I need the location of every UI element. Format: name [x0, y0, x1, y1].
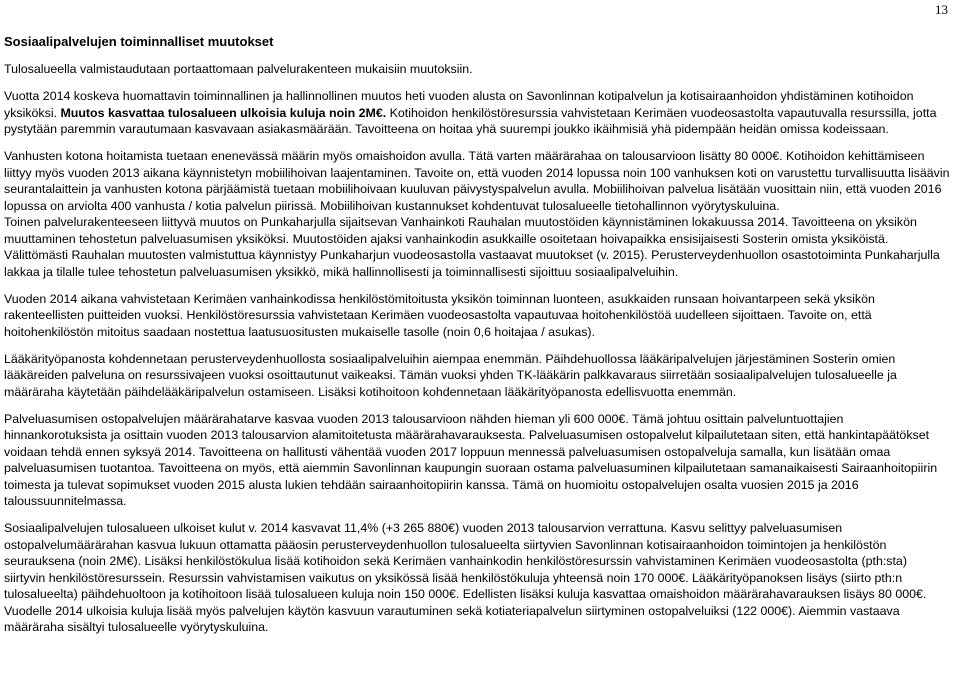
paragraph-rauhala: Toinen palvelurakenteeseen liittyvä muutos on Punkaharjulla sijaitsevan Vanhainkoti Rauhalan muutostöiden käynnistäminen lokakuussa 2014. Tavoitteena on yksikön muuttaminen tehostetun palveluasumisen yksiköksi. Muutostöiden ajaksi vanhainkodin asukkaille osoitetaan hoivapaikka ensisijaisesti Sosterin omista yksiköistä. Välittömästi Rauhalan muutosten valmistuttua käynnistyy Punkaharjun vuodeosastolla vastaavat muutokset (v. 2015). Perusterveydenhuollon osastotoiminta Punkaharjulla lakkaa ja tilalle tulee tehostetun palveluasumisen yksikkö, mikä hallinnollisesti ja toiminnallisesti sijoittuu sosiaalipalveluihin. [4, 215, 940, 279]
paragraph-kerimaki: Vuoden 2014 aikana vahvistetaan Kerimäen vanhainkodissa henkilöstömitoitusta yksikön toiminnan luonteen, asukkaiden runsaan hoivantarpeen sekä yksikön rakenteellisten puitteiden vuoksi. Henkilöstöresurssia vahvistetaan Kerimäen vuodeosastolta vapautuvaa hoitohenkilöstöä uudelleen sijoittaen. Tavoite on, että hoitohenkilöstön mitoitus saadaan nostettua laatusuositusten mukaiselle tasolle (noin 0,6 hoitajaa / asukas). [4, 291, 875, 339]
paragraph-text: Vuotta 2014 koskeva huomattavin toiminnallinen ja hallinnollinen muutos heti vuoden alusta on Savonlinnan kotipalvelun ja kotisairaanhoidon yhdistäminen kotihoidon yksiköksi. [4, 89, 914, 120]
bold-cost-statement: Muutos kasvattaa tulosalueen ulkoisia kuluja noin 2M€. [60, 105, 387, 120]
page-number: 13 [935, 2, 948, 17]
paragraph-external-costs: Sosiaalipalvelujen tulosalueen ulkoiset kulut v. 2014 kasvavat 11,4% (+3 265 880€) vuoden 2013 talousarvion verrattuna. Kasvu selittyy palveluasumisen ostopalvelumäärärahan kasvua lukuun ottamatta pääosin perusterveydenhuollon tulosalueelta siirtyvien Savonlinnan kotisairaanhoidon toimintojen ja henkilöstön seurauksena (noin 2M€). Lisäksi henkilöstökulua lisää kotihoidon sekä Kerimäen vanhainkodin henkilöstöresurssin vahvistaminen Kerimäen vuodeosastolta (pth:sta) siirtyvin henkilöstöresurssein. Resurssin vahvistamisen vaikutus on yksikössä lisää henkilöstökuluja yhteensä noin 170 000€. Lääkärityöpanoksen lisäys (siirto pth:n tulosalueelta) päihdehuoltoon ja kotihoitoon lisää tulosalueen kuluja noin 150 000€. Edellisten lisäksi kuluja kasvattaa omaishoidon määrärahavarauksen lisäys 80 000€. Vuodelle 2014 ulkoisia kuluja lisää myös palvelujen käytön kasvuun varautuminen sekä kotiateriapalvelun siirtyminen ostopalveluiksi (122 000€). Aiemmin vastaava määräraha sisältyi tulosalueelle vyörytyskuluina. [4, 521, 927, 634]
paragraph-home-care-merger [4, 88, 950, 138]
paragraph-text: Kotihoidon henkilöstöresurssia vahvistetaan Kerimäen vuodeosastolta vapautuvalla resurssilla, jotta pystytään paremmin varautumaan kasvavaan asiakasmäärään. Tavoitteena on hoitaa yhä suurempi joukko ikäihmisiä yhä pidempään heidän omissa kodeissaan. [4, 105, 937, 136]
document-body [4, 34, 950, 636]
paragraph-purchased-services: Palveluasumisen ostopalvelujen määrärahatarve kasvaa vuoden 2013 talousarvioon nähden hieman yli 600 000€. Tämä johtuu osittain palveluntuottajien hinnankorotuksista ja osittain vuoden 2013 talousarvion alamitoitetusta määrärahavarauksesta. Palveluasumisen ostopalvelut kilpailutetaan siten, että hankintapäätökset voidaan tehdä ennen syksyä 2014. Tavoitteena on hallitusti vähentää vuoden 2017 loppuun mennessä palveluasumisen ostopalveluja samalla, kun lisätään omaa palveluasumisen tuotantoa. Tavoitteena on myös, että aiemmin Savonlinnan kaupungin suoraan ostama palveluasuminen kilpailutetaan samanaikaisesti Sairaanhoitopiirin toimesta ja tulevat sopimukset vuoden 2015 alusta lukien tehdään sairaanhoitopiirin kanssa. Tämä on huomioitu ostopalvelujen osalta vuosien 2015 ja 2016 taloussuunnitelmassa. [4, 411, 938, 508]
section-heading: Sosiaalipalvelujen toiminnalliset muutokset [4, 34, 274, 49]
paragraph-informal-care: Vanhusten kotona hoitamista tuetaan enenevässä määrin myös omaishoidon avulla. Tätä varten määrärahaa on talousarvioon lisätty 80 000€. Kotihoidon kehittämiseen liittyy myös vuoden 2013 aikana käynnistetyn mobiilihoivan laajentaminen. Tavoite on, että vuoden 2014 lopussa noin 100 vanhuksen koti on varustettu turvallisuutta lisäävin seurantalaittein ja vanhusten kotona pärjäämistä tuetaan mobiilihoivaan kuuluvan päivystyspalvelun avulla. Mobiilihoivan palvelua lisätään vuosittain niin, että vuoden 2016 lopussa on arviolta 400 vanhusta / kotia palvelun piirissä. Mobiilihoivan kustannukset kohdentuvat tulosalueelle tietohallinnon vyörytyskuluina. [4, 149, 950, 213]
paragraph-physician-resources: Lääkärityöpanosta kohdennetaan perusterveydenhuollosta sosiaalipalveluihin aiempaa enemmän. Päihdehuollossa lääkäripalvelujen järjestäminen Sosterin omien lääkäreiden palveluna on resurssivajeen vuoksi osoittautunut vaikeaksi. Tämän vuoksi yhden TK-lääkärin palkkavaraus siirretään sosiaalipalvelujen tulosalueelle ja määräraha käytetään päihdelääkäripalvelun ostamiseen. Lisäksi kotihoitoon kohdennetaan lääkärityöpanosta edellisvuotta enemmän. [4, 351, 897, 399]
intro-sentence: Tulosalueella valmistaudutaan portaattomaan palvelurakenteen mukaisiin muutoksiin. [4, 62, 473, 76]
